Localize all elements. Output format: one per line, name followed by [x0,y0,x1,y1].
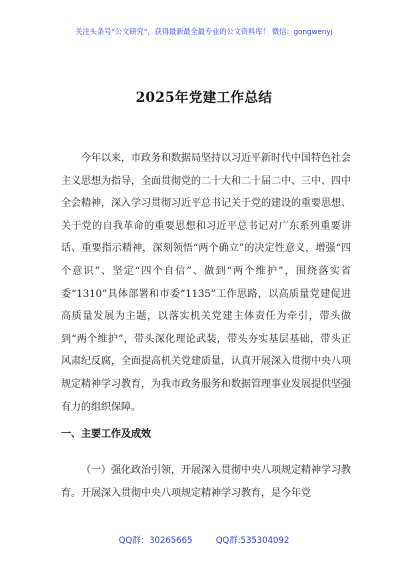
footer-qq-groups [0,534,408,546]
section-heading: 一、主要工作及成效 [61,429,151,440]
document-title: 2025年党建工作总结 [135,90,273,106]
header-notice: 关注头条号“公文研究”，获得最新最全最专业的公文资料库！ 微信：gongwenyj [75,27,333,36]
section-paragraph: （一）强化政治引领，开展深入贯彻中央八项规定精神学习教育。开展深入贯彻中央八项规定精神学习教育，是今年党 [61,465,351,499]
footer-qq-group-2: QQ群:535304092 [215,536,290,546]
footer-qq-group-1: QQ群：30265665 [118,536,193,546]
intro-paragraph: 今年以来，市政务和数据局坚持以习近平新时代中国特色社会主义思想为指导，全面贯彻党的二十大和二十届二中、三中、四中全会精神，深入学习贯彻习近平总书记关于党的建设的重要思想、关于党的自我革命的重要思想和习近平总书记对广东系列重要讲话、重要指示精神，深刻领悟“两个确立”的决定性意义，增强“四个意识”、坚定“四个自信”、做到“两个维护”，围绕落实省委“1310”具体部署和市委“1135”工作思路，以高质量党建促进高质量发展为主题，以落实机关党建主体责任为牵引，带头做到“两个维护”，带头深化理论武装，带头夯实基层基础，带头正风肃纪反腐，全面提高机关党建质量，认真开展深入贯彻中央八项规定精神学习教育，为我市政务服务和数据管理事业发展提供坚强有力的组织保障。 [61,153,351,413]
